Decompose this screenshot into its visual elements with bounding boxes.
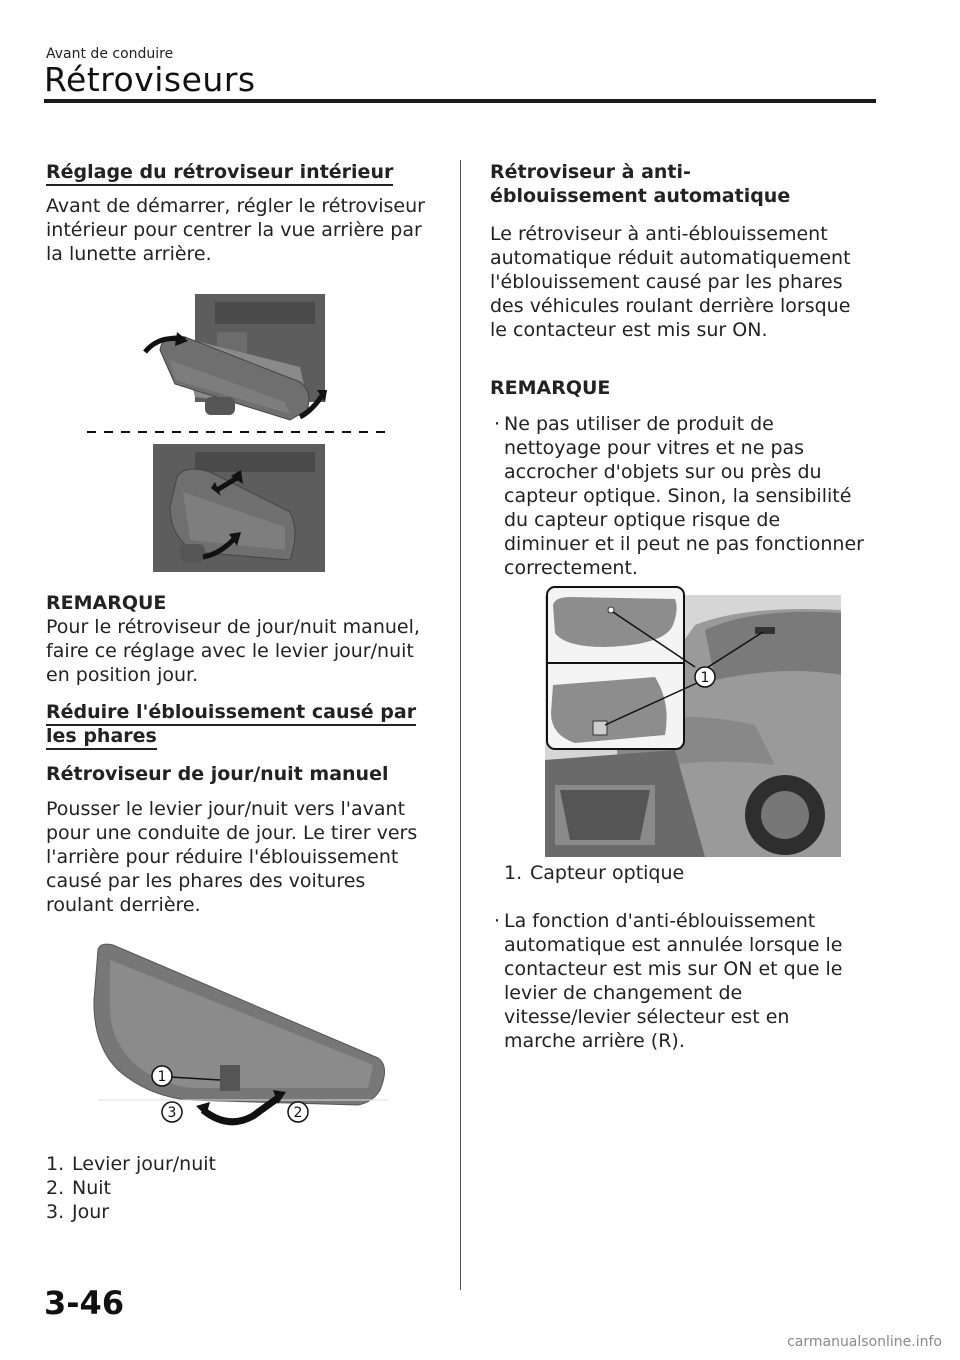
page-number: 3-46 [44,1284,125,1322]
paragraph-auto-dimming: Le rétroviseur à anti-éblouissement automatique réduit automatiquement l'éblouissement causé par les phares des véhicules roulant derrière lorsque le contacteur est mis sur ON. [490,223,851,341]
legend-list [46,1152,436,1224]
note-label-right: REMARQUE [490,377,611,399]
left-column-note [46,591,436,917]
column-divider [460,160,461,1290]
figure-optical-sensor [545,585,841,857]
section-label: Avant de conduire [46,46,174,62]
bullet-dot: · [493,413,501,435]
right-column [490,160,880,580]
bullet-item [490,909,880,1053]
left-legend [46,1152,436,1224]
heading-mirror-adjust: Réglage du rétroviseur intérieur [46,161,393,186]
left-column [46,160,436,266]
optical-sensor-illustration [545,585,841,857]
list-item: 2. Nuit [46,1177,111,1199]
watermark: carmanualsonline.info [787,1334,942,1350]
page-title: Rétroviseurs [44,60,256,99]
note-text: Pour le rétroviseur de jour/nuit manuel, faire ce réglage avec le levier jour/nuit en position jour. [46,616,420,686]
figure-mirror-adjustment [85,292,390,574]
list-item: 1. Levier jour/nuit [46,1153,216,1175]
callout-2: 2 [293,1105,303,1121]
mirror-adjustment-illustration [85,292,390,574]
heading-auto-dimming: Rétroviseur à anti-éblouissement automatique [490,161,791,207]
list-item: 1. Capteur optique [504,862,685,884]
callout-3: 3 [167,1105,177,1121]
header-rule [44,99,876,103]
bullet-dot: · [493,910,501,932]
day-night-mirror-illustration [88,940,393,1140]
note-label: REMARQUE [46,592,167,614]
right-column-lower [490,861,880,1053]
subheading-manual: Rétroviseur de jour/nuit manuel [46,763,389,785]
list-item: 3. Jour [46,1201,110,1223]
callout-sensor: 1 [700,670,710,686]
bullet-text-1: Ne pas utiliser de produit de nettoyage pour vitres et ne pas accrocher d'objets sur ou près du capteur optique. Sinon, la sensibilité du capteur optique risque de diminuer et il peut ne pas fonctionner correctement. [504,413,864,579]
paragraph-manual: Pousser le levier jour/nuit vers l'avant pour une conduite de jour. Le tirer vers l'arrière pour réduire l'éblouissement causé par les phares des voitures roulant derrière. [46,798,418,916]
paragraph-mirror-adjust: Avant de démarrer, régler le rétroviseur intérieur pour centrer la vue arrière par la lunette arrière. [46,195,425,265]
legend-list-right [504,861,880,885]
figure-day-night-mirror [88,940,393,1140]
heading-glare: Réduire l'éblouissement causé par les phares [46,701,416,750]
bullet-item [490,412,880,580]
bullet-text-2: La fonction d'anti-éblouissement automatique est annulée lorsque le contacteur est mis sur ON et que le levier de changement de vitesse/levier sélecteur est en marche arrière (R). [504,910,843,1052]
callout-1: 1 [157,1069,167,1085]
